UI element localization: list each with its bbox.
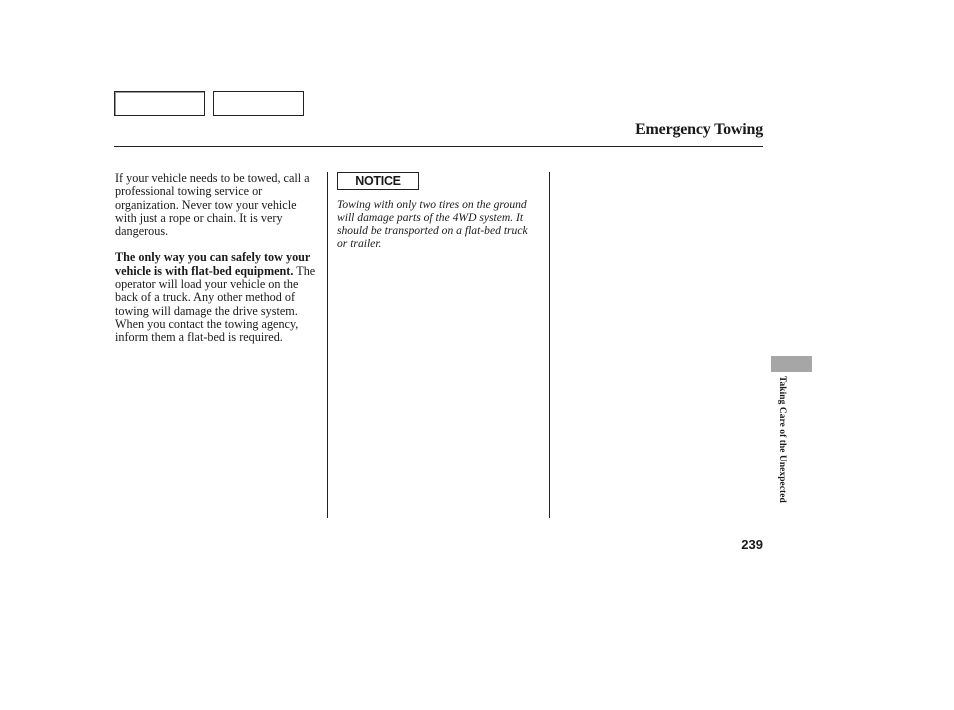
notice-column [337, 172, 537, 251]
section-label: Taking Care of the Unexpected [777, 376, 787, 503]
body-paragraph-2-text: The operator will load your vehicle on the back of a truck. Any other method of towing will damage the drive system. When you contact the towing agency, inform them a flat-bed is required. [115, 263, 316, 345]
notice-badge: NOTICE [337, 172, 419, 190]
nav-box-next[interactable] [213, 91, 304, 116]
header-rule [114, 146, 763, 147]
column-divider-left [327, 172, 328, 518]
body-paragraph-2-bold: The only way you can safely tow your vehicle is with flat-bed equipment. [115, 250, 311, 278]
body-paragraph-1: If your vehicle needs to be towed, call a professional towing service or organization. Never tow your vehicle with just a rope or chain. It is very dangerous. [115, 171, 310, 239]
nav-box-previous[interactable] [114, 91, 205, 116]
page-number: 239 [741, 537, 763, 552]
section-tab [771, 356, 812, 372]
notice-text: Towing with only two tires on the ground will damage parts of the 4WD system. It should be transported on a flat-bed truck or trailer. [337, 198, 528, 250]
column-divider-right [549, 172, 550, 518]
page-title: Emergency Towing [635, 121, 763, 138]
body-paragraph-2 [115, 251, 321, 344]
body-column [115, 172, 321, 358]
